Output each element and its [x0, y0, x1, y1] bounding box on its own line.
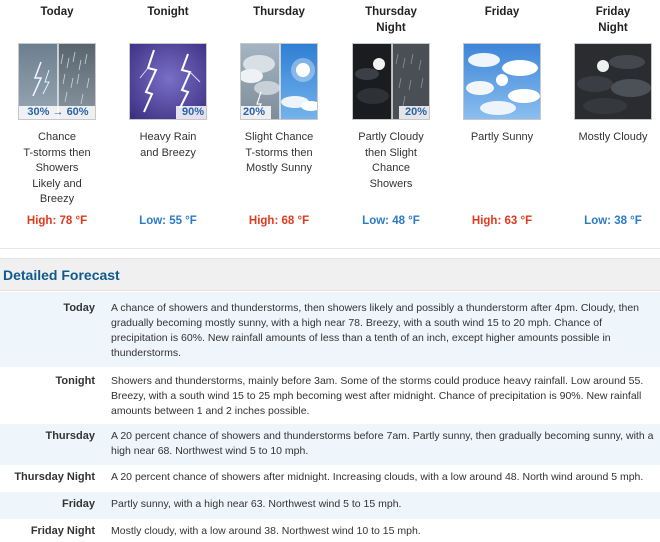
period-description: Partly Sunny [470, 131, 534, 143]
period-thursday[interactable] [224, 0, 334, 240]
low-temp: Low: 55 °F [139, 215, 197, 227]
detailed-forecast-header [0, 258, 660, 291]
section-title: Detailed Forecast [3, 267, 120, 283]
period-name: Thursday Night [365, 6, 417, 34]
pop-right: 20% [399, 106, 429, 119]
night-cloud-to-showers-icon [352, 43, 430, 120]
row-label: Friday [61, 498, 95, 510]
period-friday[interactable] [447, 0, 557, 240]
partly-sunny-icon [463, 43, 541, 120]
forecast-row [0, 519, 660, 542]
row-text: Mostly cloudy, with a low around 38. Northwest wind 10 to 15 mph. [111, 525, 421, 537]
period-description: Partly Cloudy then Slight Chance Showers [358, 131, 424, 190]
period-description: Chance T-storms then Showers Likely and Breezy [23, 131, 91, 205]
row-text: A chance of showers and thunderstorms, then showers likely and possibly a thunderstorm after 4pm. Cloudy, then gradually becoming mostly sunny, with a high near 78. Breezy, with a south wind 15 to 20 mph. Chance of precipitation is 60%. New rainfall amounts of less than a tenth of an inch, except higher amounts possible in thunderstorms. [111, 302, 639, 359]
row-label: Thursday Night [14, 471, 95, 483]
arrow-right-icon: → [52, 106, 64, 118]
row-text: A 20 percent chance of showers after midnight. Increasing clouds, with a low around 48. North wind around 5 mph. [111, 471, 644, 483]
period-name: Thursday [253, 6, 305, 18]
period-thursday-night[interactable] [336, 0, 446, 240]
low-temp: Low: 48 °F [362, 215, 420, 227]
forecast-periods [0, 0, 660, 250]
pop-left: 30% [27, 106, 50, 118]
period-description: Mostly Cloudy [578, 131, 648, 143]
period-name: Tonight [147, 6, 189, 18]
period-name: Friday Night [595, 6, 631, 34]
period-name: Today [40, 6, 74, 18]
high-temp: High: 68 °F [248, 215, 310, 227]
row-label: Tonight [55, 375, 95, 387]
forecast-row [0, 292, 660, 367]
period-description: Heavy Rain and Breezy [139, 131, 197, 159]
high-temp: High: 78 °F [26, 215, 88, 227]
high-temp: High: 63 °F [471, 215, 533, 227]
forecast-row [0, 492, 660, 519]
pop-left: 20% [241, 106, 271, 119]
row-text: Partly sunny, with a high near 63. Northwest wind 5 to 15 mph. [111, 498, 402, 510]
lightning-icon [129, 43, 207, 120]
period-name: Friday [484, 6, 520, 18]
low-temp: Low: 38 °F [584, 215, 642, 227]
period-today[interactable] [2, 0, 112, 240]
tstorm-to-showers-icon [18, 43, 96, 120]
section-divider [0, 248, 660, 249]
row-text: Showers and thunderstorms, mainly before 3am. Some of the storms could produce heavy rainfall. Low around 55. Breezy, with a south wind 15 to 25 mph becoming west after midnight. Chance of precipitation is 90%. New rainfall amounts between 1 and 2 inches possible. [111, 375, 644, 417]
period-tonight[interactable] [113, 0, 223, 240]
forecast-row [0, 465, 660, 492]
forecast-row [0, 424, 660, 465]
row-label: Today [63, 302, 95, 314]
row-label: Friday Night [30, 525, 95, 537]
row-label: Thursday [45, 430, 95, 442]
mostly-cloudy-night-icon [574, 43, 652, 120]
pop-right: 60% [66, 106, 89, 118]
pop-right: 90% [176, 106, 206, 119]
period-description: Slight Chance T-storms then Mostly Sunny [244, 131, 314, 174]
forecast-row [0, 367, 660, 424]
period-friday-night[interactable] [558, 0, 660, 240]
row-text: A 20 percent chance of showers and thunderstorms before 7am. Partly sunny, then gradually becoming sunny, with a high near 68. Northwest wind 5 to 10 mph. [111, 430, 654, 457]
tstorm-to-sunny-icon [240, 43, 318, 120]
